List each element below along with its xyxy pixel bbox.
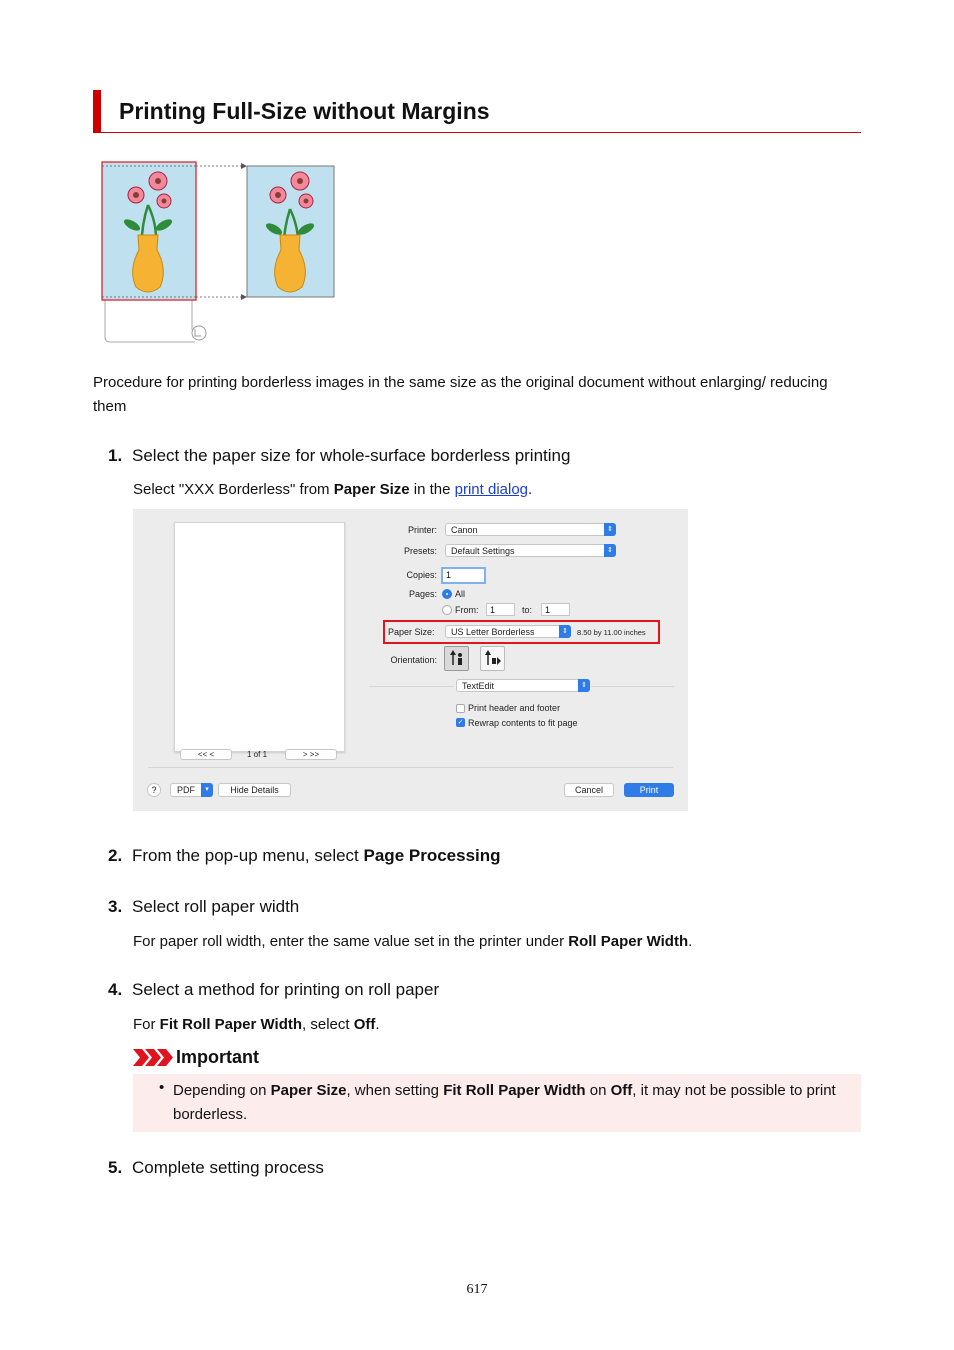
paper-size-label: Paper Size: bbox=[388, 627, 435, 637]
separator bbox=[591, 686, 674, 687]
updown-icon: ⇕ bbox=[604, 544, 616, 557]
rewrap-checkbox[interactable]: ✓ bbox=[457, 719, 464, 726]
paper-dimensions: 8.50 by 11.00 inches bbox=[577, 628, 646, 637]
text-run: , when setting bbox=[346, 1082, 444, 1099]
app-menu-value: TextEdit bbox=[462, 681, 495, 691]
step-4-instruction bbox=[133, 1016, 380, 1033]
pdf-label: PDF bbox=[177, 785, 195, 795]
presets-value: Default Settings bbox=[451, 546, 515, 556]
paper-size-value: US Letter Borderless bbox=[451, 627, 535, 637]
updown-icon: ⇕ bbox=[604, 523, 616, 536]
page-number: 617 bbox=[466, 1282, 488, 1297]
from-input[interactable]: 1 bbox=[486, 603, 515, 616]
footer-separator bbox=[148, 767, 673, 768]
step-5 bbox=[108, 1158, 868, 1180]
text-run: . bbox=[528, 481, 533, 498]
text-run: in the bbox=[409, 481, 455, 498]
landscape-orientation-button[interactable] bbox=[480, 646, 505, 671]
pages-all-radio[interactable] bbox=[442, 589, 452, 599]
chevron-down-icon: ▾ bbox=[201, 783, 213, 797]
step-3 bbox=[108, 897, 868, 919]
bold-term: Roll Paper Width bbox=[568, 933, 689, 950]
print-dialog-screenshot bbox=[133, 509, 688, 811]
step-text: Complete setting process bbox=[132, 1158, 324, 1177]
text-run: , select bbox=[302, 1016, 354, 1033]
heading-rule bbox=[101, 132, 861, 133]
updown-icon: ⇕ bbox=[578, 679, 590, 692]
paper-size-popup[interactable] bbox=[445, 625, 571, 638]
heading-accent-bar bbox=[93, 90, 101, 133]
pages-all-label: All bbox=[455, 589, 466, 599]
printer-label: Printer: bbox=[407, 525, 437, 535]
bold-term: Off bbox=[610, 1082, 633, 1099]
bold-term: Fit Roll Paper Width bbox=[443, 1082, 586, 1099]
text-run: Select "XXX Borderless" from bbox=[133, 481, 334, 498]
presets-popup[interactable] bbox=[445, 544, 616, 557]
pages-from-label: From: bbox=[455, 605, 479, 615]
print-dialog-link[interactable]: print dialog bbox=[454, 481, 529, 498]
presets-label: Presets: bbox=[403, 546, 437, 556]
to-label: to: bbox=[522, 605, 533, 615]
page-preview bbox=[174, 522, 345, 752]
nav-first-prev[interactable] bbox=[180, 749, 232, 760]
bullet: • bbox=[159, 1079, 165, 1096]
bold-term: Paper Size bbox=[333, 481, 410, 498]
nav-first: << bbox=[197, 750, 208, 759]
step-number: 2. bbox=[108, 846, 123, 865]
step-number: 1. bbox=[108, 446, 123, 465]
step-number: 4. bbox=[108, 980, 123, 999]
print-button[interactable]: Print bbox=[624, 783, 674, 797]
printer-popup[interactable] bbox=[445, 523, 616, 536]
nav-next-last[interactable] bbox=[285, 749, 337, 760]
intro-paragraph: Procedure for printing borderless images in the same size as the original document without enlarging/ reducing them bbox=[93, 374, 828, 415]
bold-term: Off bbox=[353, 1016, 376, 1033]
step-text: Select a method for printing on roll paper bbox=[132, 980, 440, 999]
text-run: For bbox=[133, 1016, 160, 1033]
step-text: Select roll paper width bbox=[132, 897, 300, 916]
text-run: From the pop-up menu, select bbox=[132, 846, 364, 865]
bold-term: Page Processing bbox=[363, 846, 501, 865]
nav-last: >> bbox=[309, 750, 320, 759]
header-footer-checkbox[interactable] bbox=[456, 704, 465, 713]
important-text bbox=[173, 1079, 853, 1127]
page-title: Printing Full-Size without Margins bbox=[119, 98, 490, 124]
step-1-instruction bbox=[133, 481, 532, 498]
separator bbox=[369, 686, 454, 687]
text-run: on bbox=[585, 1082, 611, 1099]
to-input[interactable]: 1 bbox=[541, 603, 570, 616]
step-1 bbox=[108, 446, 868, 468]
copies-label: Copies: bbox=[406, 570, 437, 580]
step-text bbox=[132, 846, 501, 866]
portrait-icon bbox=[445, 647, 468, 670]
step-3-instruction bbox=[133, 933, 692, 950]
text-run: Depending on bbox=[173, 1082, 271, 1099]
step-number: 5. bbox=[108, 1158, 123, 1177]
text-run: , it may not be possible to print borderless. bbox=[173, 1082, 836, 1123]
landscape-icon bbox=[481, 647, 504, 670]
important-chevrons-icon bbox=[133, 1049, 173, 1066]
pages-label: Pages: bbox=[408, 589, 437, 599]
text-run: . bbox=[688, 933, 693, 950]
orientation-label: Orientation: bbox=[390, 655, 437, 665]
portrait-orientation-button[interactable] bbox=[444, 646, 469, 671]
borderless-illustration bbox=[95, 155, 345, 350]
nav-next: > bbox=[302, 750, 308, 759]
pages-from-radio[interactable] bbox=[442, 605, 452, 615]
app-menu-popup[interactable] bbox=[456, 679, 590, 692]
header-footer-label: Print header and footer bbox=[468, 703, 561, 713]
step-text: Select the paper size for whole-surface borderless printing bbox=[132, 446, 571, 465]
pdf-button[interactable] bbox=[170, 783, 213, 797]
important-heading: Important bbox=[176, 1047, 259, 1067]
copies-input[interactable]: 1 bbox=[441, 567, 486, 584]
help-button[interactable]: ? bbox=[147, 783, 161, 797]
rewrap-label: Rewrap contents to fit page bbox=[468, 718, 578, 728]
updown-icon: ⇕ bbox=[559, 625, 571, 638]
text-run: . bbox=[375, 1016, 380, 1033]
hide-details-button[interactable]: Hide Details bbox=[218, 783, 291, 797]
text-run: For paper roll width, enter the same value set in the printer under bbox=[133, 933, 569, 950]
step-number: 3. bbox=[108, 897, 123, 916]
bold-term: Paper Size bbox=[270, 1082, 347, 1099]
step-4 bbox=[108, 980, 868, 1002]
printer-value: Canon bbox=[451, 525, 478, 535]
cancel-button[interactable]: Cancel bbox=[564, 783, 614, 797]
page-count: 1 of 1 bbox=[247, 750, 268, 759]
step-2 bbox=[108, 846, 868, 868]
bold-term: Fit Roll Paper Width bbox=[159, 1016, 303, 1033]
nav-prev: < bbox=[209, 750, 215, 759]
